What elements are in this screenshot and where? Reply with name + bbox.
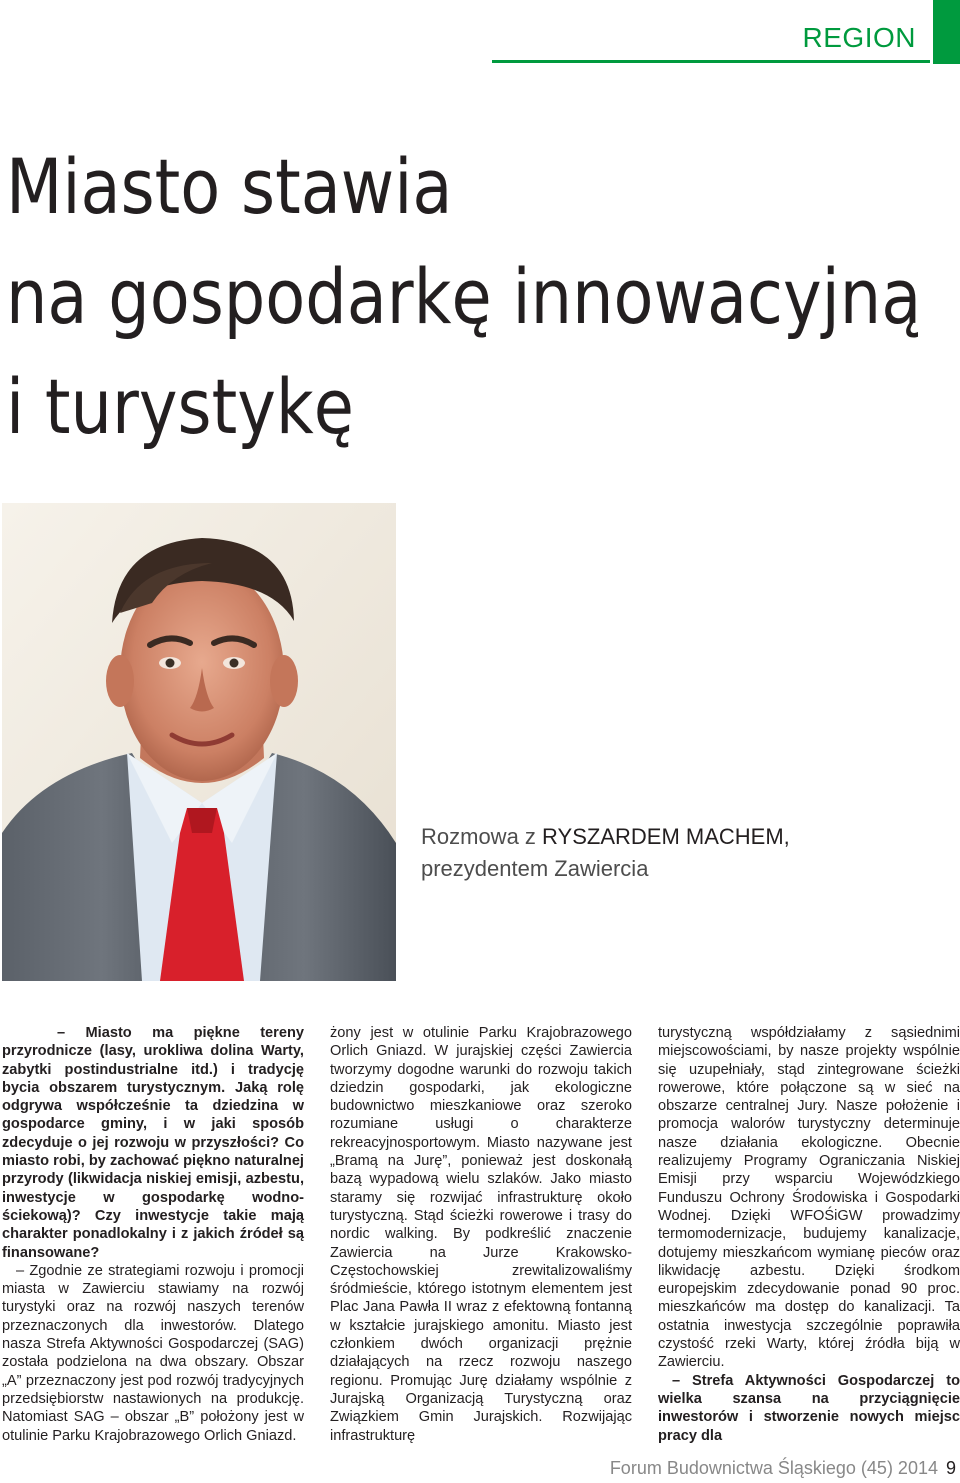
publication-name: Forum Budownictwa Śląskiego (45) 2014 (609, 1458, 938, 1478)
interview-answer-1-part-3: turystyczną współdziałamy z sąsiednimi miejscowościami, by nasze projekty wspólnie się uzupełniały, stąd zintegrowane ścieżki rowerowe, które połączone są w sieć na obszarze centralnej Jury. Nasze położenie i promocja walorów turystyczny determinuje nasze działania ekologiczne. Obecnie realizujemy Programy Ograniczania Niskiej Emisji przy wsparciu Wojewódzkiego Funduszu Ochrony Środowiska i Gospodarki Wodnej. Dzięki WFOŚiGW prowadzimy termomodernizacje, budujemy kanalizacje, dotujemy mieszkańcom wymianę pieców oraz likwidację azbestu. Dzięki środkom europejskim zdecydowanie ponad 90 proc. mieszkańców ma dostęp do kanalizacji. Ta ostatnia inwestycja szczególnie poprawiła czystość rzeki Warty, której źródła biją w Zawierciu. (658, 1025, 960, 1371)
title-line-3: i turystykę (6, 362, 354, 451)
header-accent-block (933, 0, 960, 64)
byline-role: prezydentem Zawiercia (421, 856, 649, 881)
page-footer (610, 1458, 956, 1479)
byline-prefix: Rozmowa z (421, 824, 543, 849)
title-line-1: Miasto stawia (6, 142, 453, 231)
interview-question-2: – Strefa Aktywności Gospodarczej to wielka szansa na przyciągnięcie inwestorów i stworzenie nowych miejsc pracy dla (658, 1372, 960, 1444)
title-line-2: na gospodarkę innowacyjną (6, 252, 922, 341)
page-number: 9 (945, 1458, 956, 1478)
portrait-photo (2, 503, 396, 981)
byline-line-1 (421, 821, 790, 853)
section-label: REGION (802, 22, 916, 53)
article-column-1 (2, 1024, 304, 1445)
article-column-2 (330, 1024, 632, 1445)
article-column-3 (658, 1024, 960, 1445)
interview-answer-1-part-2: żony jest w otulinie Parku Krajobrazowego Orlich Gniazd. W jurajskiej części Zawiercia tworzymy dogodne warunki do rozwoju takich dziedzin gospodarki, jak ekologiczne budownictwo mieszkaniowe oraz szeroko rozumiane usługi o charakterze rekreacyjnosportowym. Miasto nazywane jest „Bramą na Jurę”, ponieważ jest doskonałą bazą wypadową wielu szlaków. Jako miasto staramy się rozwijać infrastrukturę około turystyczną. Stąd ścieżki rowerowe i trasy do nordic walking. By podkreślić znaczenie Zawiercia na Jurze Krakowsko-Częstochowskiej zrewitalizowaliśmy śródmieście, którego istotnym elementem jest Plac Jana Pawła II wraz z efektowną fontanną w kształcie jurajskiego amonitu. Miasto jest członkiem dwóch organizacji prężnie działających na rzecz rozwoju naszego regionu. Promując Jurę działamy wspólnie z Jurajską Organizacją Turystyczną oraz Związkiem Gmin Jurajskich. Rozwijając infrastrukturę (330, 1025, 632, 1444)
byline-name: RYSZARDEM MACHEM, (542, 824, 790, 849)
header-rule (492, 60, 930, 63)
byline (421, 821, 790, 885)
interview-answer-1-part-1: – Zgodnie ze strategiami rozwoju i promocji miasta w Zawierciu stawiamy na rozwój turystyki oraz na rozwój naszych terenów przeznaczonych dla inwestorów. Dlatego nasza Strefa Aktywności Gospodarczej (SAG) została podzielona na dwa obszary. Obszar „A” przeznaczony jest pod rozwój tradycyjnych przedsiębiorstw nastawionych na produkcję. Natomiast SAG – obszar „B” położony jest w otulinie Parku Krajobrazowego Orlich Gniazd. (2, 1262, 304, 1444)
interview-question-1: – Miasto ma piękne tereny przyrodnicze (lasy, urokliwa dolina Warty, zabytki postindustrialne itd.) i tradycję bycia obszarem turystycznym. Jaką rolę odgrywa współcześnie ta dziedzina w gospodarce gminy, i w jaki sposób zdecyduje o jej rozwoju w przyszłości? Co miasto robi, by zachować piękno naturalnej przyrody (likwidacja niskiej emisji, azbestu, inwestycje w gospodarkę wodno-ściekową)? Czy inwestycje takie mają charakter ponadlokalny i z jakich źródeł są finansowane? (2, 1025, 304, 1261)
article-title (6, 132, 922, 462)
